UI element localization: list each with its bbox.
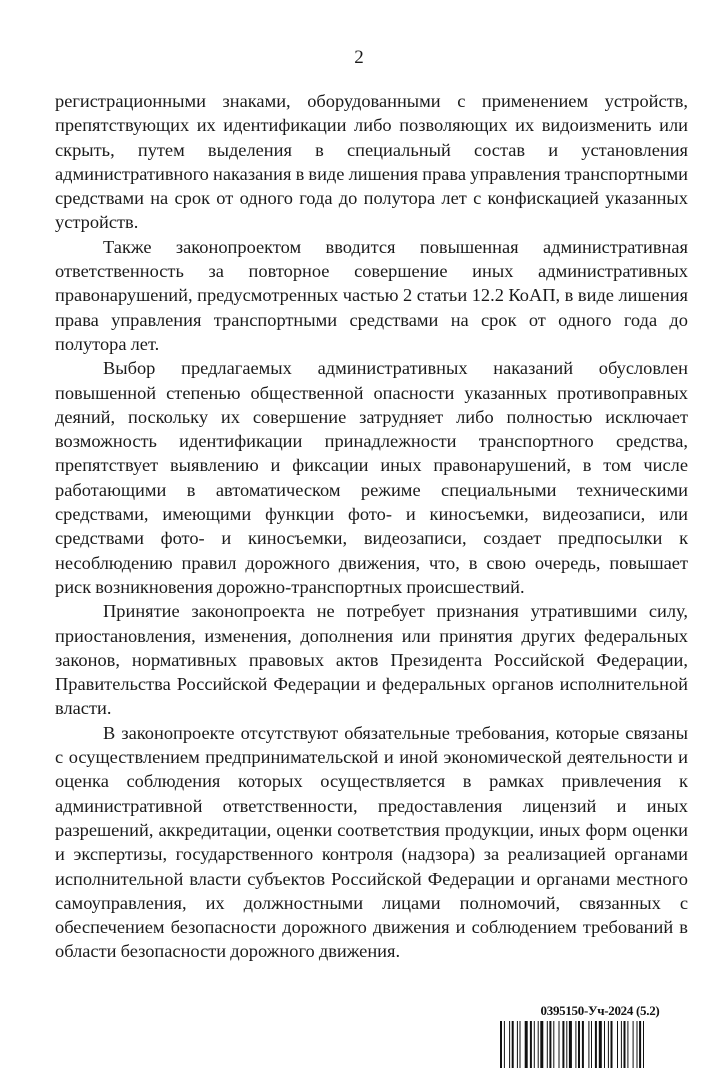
barcode-bar [637,1021,638,1068]
barcode-bar [599,1021,602,1068]
barcode-bar [578,1021,580,1068]
barcode-bar [540,1021,543,1068]
barcode-bar [525,1021,528,1068]
barcode-bar [530,1021,532,1068]
barcode-bar [547,1021,548,1068]
barcode-bar [624,1021,626,1068]
barcode-bar [591,1021,592,1068]
barcode-bar [608,1021,609,1068]
paragraph-continuation: регистрационными знаками, оборудованными с применением устройств, препятствующих их идентификации либо позволяющих их видоизменить или скрыть, путем выделения в специальный состав и установления административного наказания в виде лишения права управления транспортными средствами на срок от одного года до полутора лет с конфискацией указанных устройств. [55,91,688,233]
barcode-bar [617,1021,618,1068]
document-body [55,89,688,964]
barcode-bar [512,1021,514,1068]
barcode-bar [627,1021,628,1068]
barcode-bar [611,1021,613,1068]
barcode-bar [500,1021,502,1068]
page-number: 2 [354,47,364,68]
barcode-bar [509,1021,510,1068]
barcode-bar [588,1021,589,1068]
barcode-bar [633,1021,634,1068]
barcode-bar [562,1021,564,1068]
barcode-bar [582,1021,584,1068]
barcode-bar [569,1021,572,1068]
barcode-bar [538,1021,539,1068]
barcode-bar [549,1021,551,1068]
barcode-bar [553,1021,554,1068]
barcode-bar [559,1021,560,1068]
barcode-bar [643,1021,644,1068]
barcode-label: 0395150-Уч-2024 (5.2) [540,1003,660,1018]
barcode-bar [534,1021,535,1068]
barcode-bar [639,1021,641,1068]
barcode-bar [621,1021,622,1068]
barcode-bar [604,1021,605,1068]
paragraph-increased-liability: Также законопроектом вводится повышенная административная ответственность за повторное совершение иных административных правонарушений, предусмотренных частью 2 статьи 12.2 КоАП, в виде лишения права управления транспортными средствами на срок от одного года до полутора лет. [55,236,688,354]
barcode-image [500,1021,686,1068]
barcode-bar [566,1021,567,1068]
barcode-bar [595,1021,597,1068]
barcode-bar [517,1021,518,1068]
paragraph-mandatory-requirements: В законопроекте отсутствуют обязательные требования, которые связаны с осуществлением предпринимательской и иной экономической деятельности и оценка соблюдения которых осуществляется в рамках привлечения к административной ответственности, предоставления лицензий и иных разрешений, аккредитации, оценки соответствия продукции, иных форм оценки и экспертизы, государственного контроля (надзора) за реализацией органами исполнительной власти субъектов Российской Федерации и органами местного самоуправления, их должностными лицами полномочий, связанных с обеспечением безопасности дорожного движения и соблюдением требований в области безопасности дорожного движения. [55,722,688,962]
barcode-bar [575,1021,576,1068]
barcode-bar [520,1021,521,1068]
barcode-bar [504,1021,505,1068]
paragraph-penalty-rationale: Выбор предлагаемых административных наказаний обусловлен повышенной степенью общественной опасности указанных противоправных деяний, поскольку их совершение затрудняет либо полностью исключает возможность идентификации принадлежности транспортного средства, препятствует выявлению и фиксации иных правонарушений, в том числе работающими в автоматическом режиме специальными техническими средствами, имеющими функции фото- и киносъемки, видеозаписи, или средствами фото- и киносъемки, видеозаписи, создает предпосылки к несоблюдению правил дорожного движения, что, в свою очередь, повышает риск возникновения дорожно-транспортных происшествий. [55,358,688,597]
paragraph-no-other-laws: Принятие законопроекта не потребует признания утратившими силу, приостановления, изменения, дополнения или принятия других федеральных законов, нормативных правовых актов Президента Российской Федерации, Правительства Российской Федерации и федеральных органов исполнительной власти. [55,601,688,719]
